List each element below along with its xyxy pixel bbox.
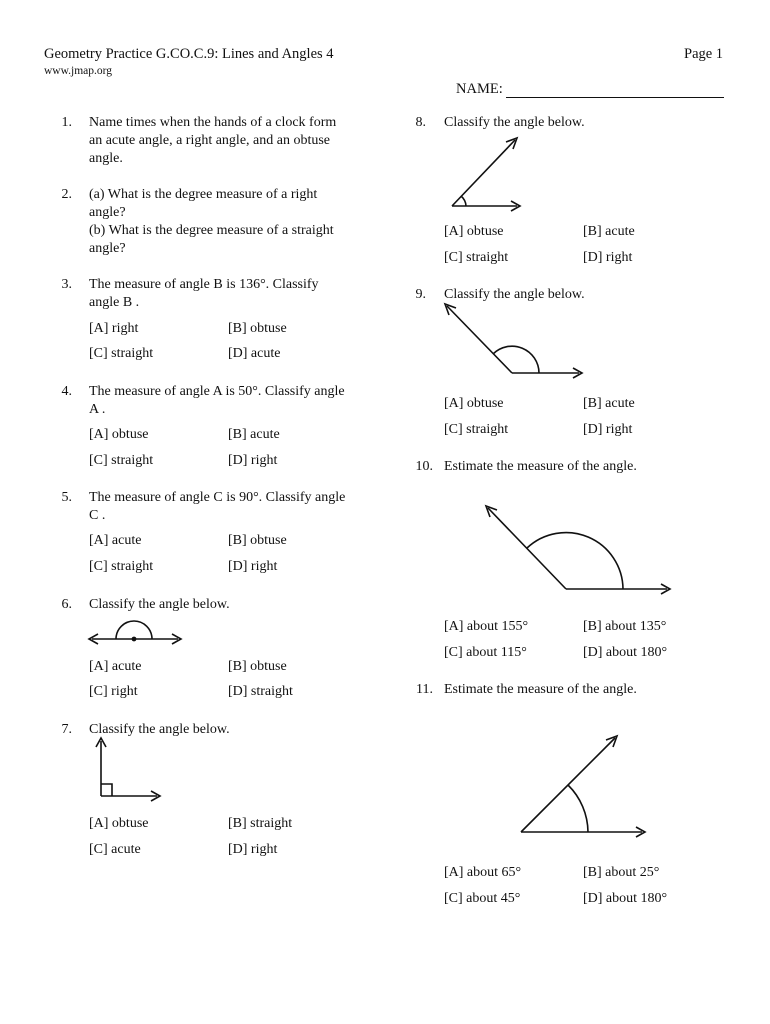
answer-choice-d[interactable]: [D] right (583, 250, 633, 265)
source-site: www.jmap.org (44, 65, 113, 77)
question-text-line: Classify the angle below. (444, 115, 585, 130)
question-text-line: Classify the angle below. (89, 722, 230, 737)
answer-choice-a[interactable]: [A] about 65° (444, 865, 522, 880)
question-text-line: Estimate the measure of the angle. (444, 682, 637, 697)
question-text-line: The measure of angle B is 136°. Classify (89, 277, 319, 292)
answer-choice-d[interactable]: [D] right (228, 842, 278, 857)
question-text-line: Estimate the measure of the angle. (444, 459, 637, 474)
answer-choice-d[interactable]: [D] right (228, 453, 278, 468)
question-number: 3. (61, 277, 72, 292)
question-text-line: The measure of angle C is 90°. Classify angle (89, 490, 346, 505)
question-number: 5. (61, 490, 72, 505)
answer-choice-d[interactable]: [D] right (228, 559, 278, 574)
answer-choice-a[interactable]: [A] obtuse (89, 816, 149, 831)
question-text-line: angle? (89, 241, 126, 256)
answer-choice-b[interactable]: [B] about 25° (583, 865, 660, 880)
answer-choice-c[interactable]: [C] acute (89, 842, 141, 857)
answer-choice-c[interactable]: [C] straight (444, 422, 509, 437)
answer-choice-b[interactable]: [B] about 135° (583, 619, 667, 634)
question-text-line: Classify the angle below. (444, 287, 585, 302)
question-text-line: Name times when the hands of a clock form (89, 115, 337, 130)
question-number: 6. (61, 597, 72, 612)
answer-choice-b[interactable]: [B] obtuse (228, 659, 287, 674)
question-text-line: angle B . (89, 295, 140, 310)
question-text-line: A . (89, 402, 106, 417)
answer-choice-b[interactable]: [B] acute (583, 396, 635, 411)
question-number: 11. (416, 682, 433, 697)
answer-choice-d[interactable]: [D] about 180° (583, 645, 668, 660)
page-number: Page 1 (684, 46, 724, 62)
answer-choice-d[interactable]: [D] right (583, 422, 633, 437)
answer-choice-c[interactable]: [C] straight (89, 453, 154, 468)
question-text-line: (b) What is the degree measure of a straight (89, 223, 334, 238)
answer-choice-c[interactable]: [C] straight (89, 346, 154, 361)
question-text-line: angle? (89, 205, 126, 220)
worksheet-title: Geometry Practice G.CO.C.9: Lines and Angles 4 (44, 46, 334, 62)
question-text-line: (a) What is the degree measure of a right (89, 187, 318, 202)
question-text-line: an acute angle, a right angle, and an obtuse (89, 133, 331, 148)
answer-choice-d[interactable]: [D] straight (228, 684, 293, 699)
answer-choice-b[interactable]: [B] straight (228, 816, 293, 831)
answer-choice-c[interactable]: [C] straight (444, 250, 509, 265)
answer-choice-c[interactable]: [C] about 115° (444, 645, 527, 660)
answer-choice-b[interactable]: [B] acute (228, 427, 280, 442)
question-number: 4. (61, 384, 72, 399)
question-number: 8. (415, 115, 426, 130)
answer-choice-a[interactable]: [A] about 155° (444, 619, 529, 634)
answer-choice-d[interactable]: [D] acute (228, 346, 281, 361)
question-number: 9. (415, 287, 426, 302)
question-number: 2. (61, 187, 72, 202)
answer-choice-a[interactable]: [A] obtuse (444, 224, 504, 239)
answer-choice-b[interactable]: [B] obtuse (228, 533, 287, 548)
answer-choice-c[interactable]: [C] right (89, 684, 138, 699)
answer-choice-d[interactable]: [D] about 180° (583, 891, 668, 906)
answer-choice-c[interactable]: [C] straight (89, 559, 154, 574)
answer-choice-b[interactable]: [B] acute (583, 224, 635, 239)
question-number: 1. (61, 115, 72, 130)
answer-choice-a[interactable]: [A] obtuse (444, 396, 504, 411)
question-text-line: The measure of angle A is 50°. Classify angle (89, 384, 345, 399)
name-label: NAME: (456, 81, 503, 97)
answer-choice-a[interactable]: [A] acute (89, 533, 142, 548)
answer-choice-a[interactable]: [A] right (89, 321, 139, 336)
question-number: 10. (415, 459, 433, 474)
answer-choice-c[interactable]: [C] about 45° (444, 891, 521, 906)
question-text-line: C . (89, 508, 106, 523)
question-text-line: Classify the angle below. (89, 597, 230, 612)
question-number: 7. (61, 722, 72, 737)
answer-choice-a[interactable]: [A] obtuse (89, 427, 149, 442)
question-text-line: angle. (89, 151, 123, 166)
answer-choice-a[interactable]: [A] acute (89, 659, 142, 674)
answer-choice-b[interactable]: [B] obtuse (228, 321, 287, 336)
